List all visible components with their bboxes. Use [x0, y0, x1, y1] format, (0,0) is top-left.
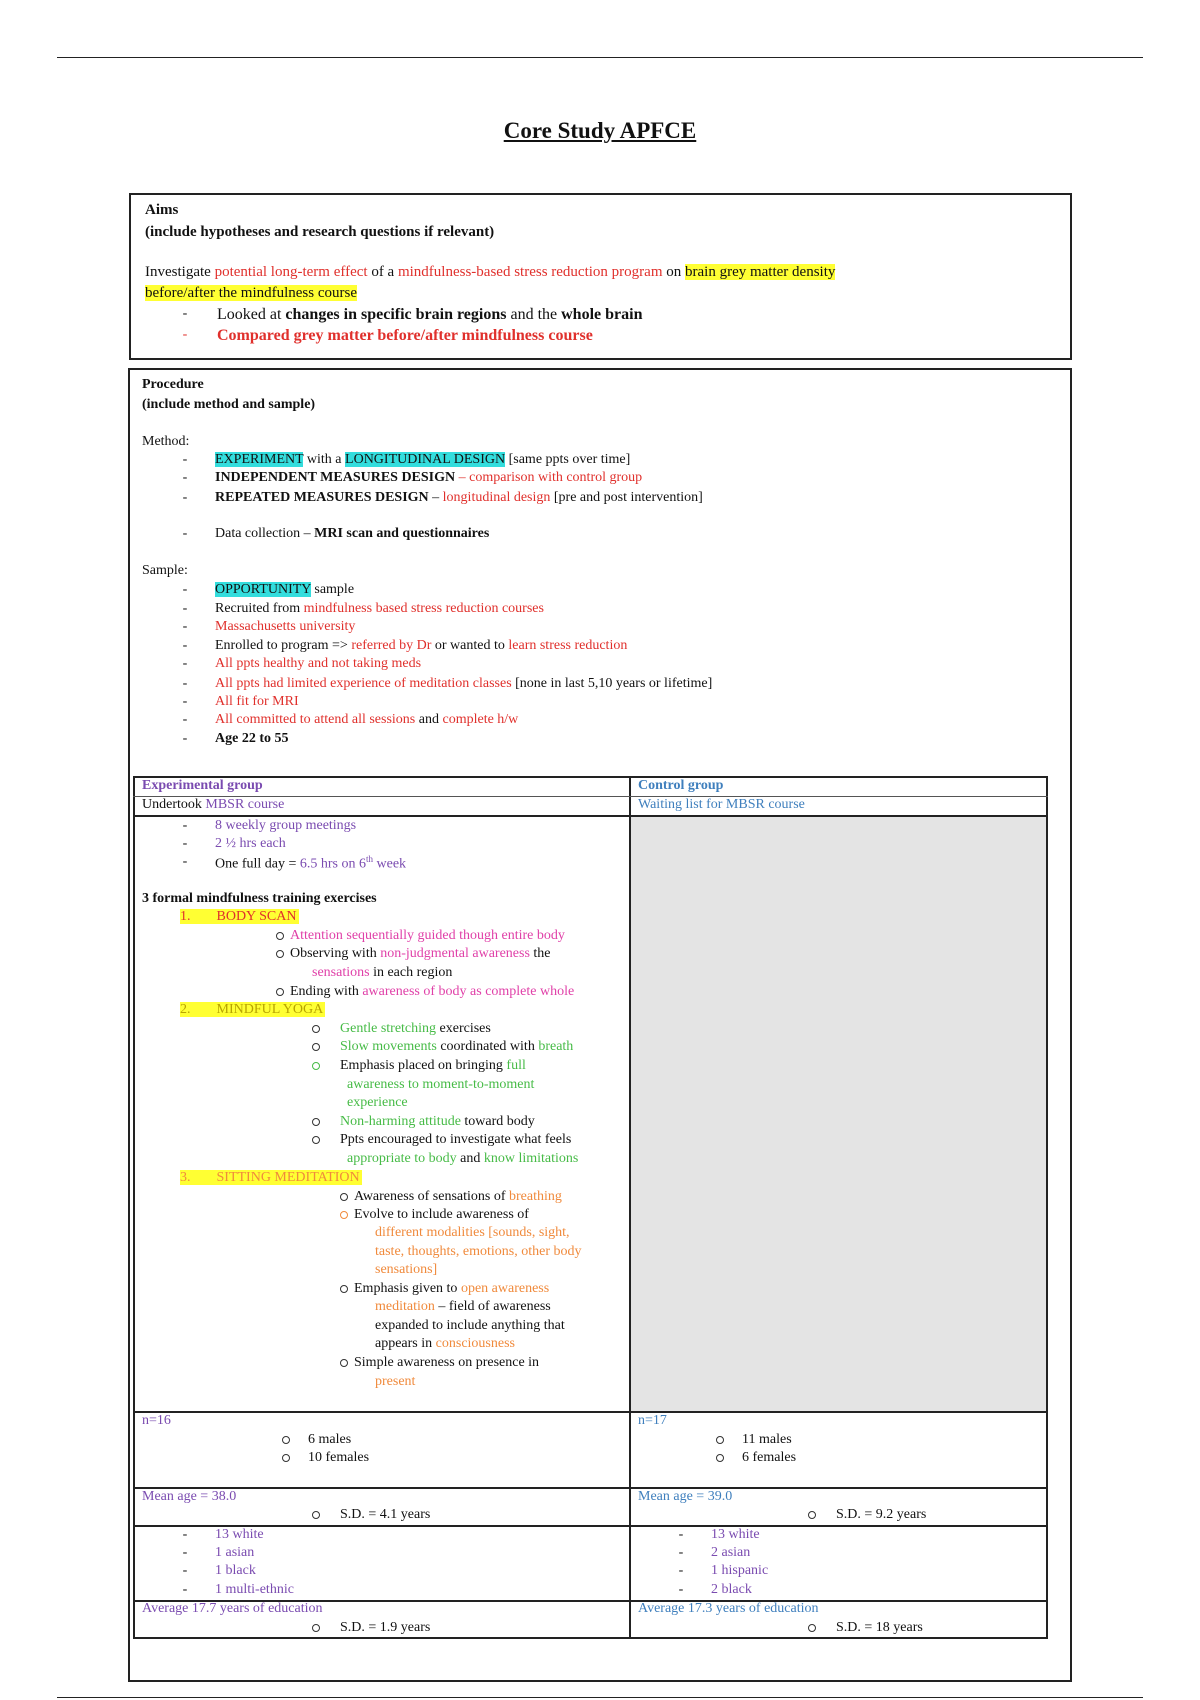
- sample-8: All committed to attend all sessions and complete h/w: [215, 712, 519, 727]
- method-1: EXPERIMENT with a LONGITUDINAL DESIGN [same ppts over time]: [215, 452, 631, 467]
- bullet-dash: -: [182, 526, 188, 541]
- sample-4: Enrolled to program => referred by Dr or wanted to learn stress reduction: [215, 638, 628, 653]
- ctrl-age-sd: S.D. = 9.2 years: [808, 1507, 926, 1523]
- method-3: REPEATED MEASURES DESIGN – longitudinal design [pre and post intervention]: [215, 490, 703, 505]
- bullet-dash: -: [678, 1563, 684, 1578]
- method-2: INDEPENDENT MEASURES DESIGN – comparison with control group: [215, 470, 643, 485]
- bullet-dash: -: [182, 836, 188, 851]
- aims-subheading: (include hypotheses and research questions if relevant): [145, 224, 495, 240]
- sample-7: All fit for MRI: [215, 694, 299, 709]
- table-rule: [133, 776, 1048, 778]
- ctrl-females: 6 females: [716, 1450, 796, 1466]
- ctrl-education-sd: S.D. = 18 years: [808, 1620, 923, 1636]
- bullet-dash: -: [182, 1582, 188, 1597]
- bullet-dash: -: [182, 306, 188, 321]
- sample-3: Massachusetts university: [215, 619, 356, 634]
- body-scan-point-2-cont: sensations in each region: [312, 965, 453, 980]
- meditation-point-4-cont: present: [375, 1374, 416, 1389]
- sample-5: All ppts healthy and not taking meds: [215, 656, 422, 671]
- table-divider: [629, 776, 631, 1639]
- table-rule: [133, 1637, 1048, 1639]
- ctrl-n: n=17: [638, 1413, 667, 1428]
- ctrl-education: Average 17.3 years of education: [638, 1601, 819, 1616]
- aims-heading: Aims: [145, 202, 179, 218]
- exp-detail-2: 2 ½ hrs each: [215, 836, 286, 851]
- body-scan-point-1: Attention sequentially guided though entire body: [276, 928, 565, 944]
- exp-education-sd: S.D. = 1.9 years: [312, 1620, 430, 1636]
- meditation-point-2-cont-3: sensations]: [375, 1262, 438, 1277]
- yoga-point-5-cont: appropriate to body and know limitations: [347, 1151, 579, 1166]
- meditation-point-2-cont: different modalities [sounds, sight,: [375, 1225, 570, 1240]
- ctrl-ethnicity-3: 1 hispanic: [711, 1563, 769, 1578]
- exercise-1-heading: 1. BODY SCAN: [180, 909, 297, 924]
- exp-ethnicity-2: 1 asian: [215, 1545, 255, 1560]
- bullet-dash: -: [182, 731, 188, 746]
- bullet-dash: -: [182, 327, 188, 342]
- method-label: Method:: [142, 434, 190, 449]
- ctrl-group-sub: Waiting list for MBSR course: [638, 797, 805, 812]
- bullet-dash: -: [182, 712, 188, 727]
- exp-mean-age: Mean age = 38.0: [142, 1489, 237, 1504]
- yoga-point-2: Slow movements coordinated with breath: [312, 1039, 573, 1055]
- bullet-dash: -: [182, 1545, 188, 1560]
- sample-6: All ppts had limited experience of meditation classes [none in last 5,10 years or lifetime]: [215, 676, 713, 691]
- table-rule: [133, 815, 1048, 817]
- bullet-dash: -: [182, 656, 188, 671]
- yoga-point-3-cont-2: experience: [347, 1095, 408, 1110]
- bullet-dash: -: [678, 1545, 684, 1560]
- aims-bullet-2: Compared grey matter before/after mindfulness course: [217, 327, 593, 344]
- bullet-dash: -: [182, 638, 188, 653]
- body-scan-point-2: Observing with non-judgmental awareness the: [276, 946, 551, 962]
- ctrl-ethnicity-2: 2 asian: [711, 1545, 751, 1560]
- meditation-point-3: Emphasis given to open awareness: [340, 1281, 549, 1297]
- table-rule: [133, 1487, 1048, 1489]
- yoga-point-1: Gentle stretching exercises: [312, 1021, 491, 1037]
- meditation-point-3-cont-2: expanded to include anything that: [375, 1318, 565, 1333]
- yoga-point-5: Ppts encouraged to investigate what feels: [312, 1132, 571, 1148]
- bullet-dash: -: [182, 470, 188, 485]
- bullet-dash: -: [182, 694, 188, 709]
- exp-group-sub: Undertook MBSR course: [142, 797, 285, 812]
- meditation-point-2: Evolve to include awareness of: [340, 1207, 529, 1223]
- exercise-2-heading: 2. MINDFUL YOGA: [180, 1002, 324, 1017]
- yoga-point-3: Emphasis placed on bringing full: [312, 1058, 526, 1074]
- exp-n: n=16: [142, 1413, 171, 1428]
- sample-1: OPPORTUNITY sample: [215, 582, 355, 597]
- exp-ethnicity-4: 1 multi-ethnic: [215, 1582, 294, 1597]
- bullet-dash: -: [182, 582, 188, 597]
- body-scan-point-3: Ending with awareness of body as complete whole: [276, 984, 574, 1000]
- meditation-point-1: Awareness of sensations of breathing: [340, 1189, 562, 1205]
- procedure-heading: Procedure: [142, 377, 204, 392]
- bullet-dash: -: [182, 676, 188, 691]
- yoga-point-4: Non-harming attitude toward body: [312, 1114, 535, 1130]
- bullet-dash: -: [182, 818, 188, 833]
- exercise-3-heading: 3. SITTING MEDITATION: [180, 1170, 360, 1185]
- aims-line2: before/after the mindfulness course: [145, 285, 357, 301]
- method-4: Data collection – MRI scan and questionnaires: [215, 526, 490, 541]
- sample-label: Sample:: [142, 563, 188, 578]
- table-rule: [133, 1525, 1048, 1527]
- bullet-dash: -: [678, 1582, 684, 1597]
- bullet-dash: -: [182, 601, 188, 616]
- bottom-rule: [57, 1697, 1143, 1698]
- bullet-dash: -: [182, 1527, 188, 1542]
- exp-ethnicity-1: 13 white: [215, 1527, 264, 1542]
- bullet-dash: -: [182, 854, 188, 869]
- exercises-label: 3 formal mindfulness training exercises: [142, 891, 377, 906]
- exp-group-header: Experimental group: [142, 778, 263, 793]
- exp-males: 6 males: [282, 1432, 351, 1448]
- exp-females: 10 females: [282, 1450, 369, 1466]
- ctrl-males: 11 males: [716, 1432, 792, 1448]
- exp-age-sd: S.D. = 4.1 years: [312, 1507, 430, 1523]
- bullet-dash: -: [678, 1527, 684, 1542]
- aims-bullet-1: Looked at changes in specific brain regions and the whole brain: [217, 306, 643, 323]
- meditation-point-3-cont-3: appears in consciousness: [375, 1336, 515, 1351]
- ctrl-ethnicity-1: 13 white: [711, 1527, 760, 1542]
- bullet-dash: -: [182, 452, 188, 467]
- meditation-point-4: Simple awareness on presence in: [340, 1355, 539, 1371]
- sample-2: Recruited from mindfulness based stress reduction courses: [215, 601, 544, 616]
- exp-ethnicity-3: 1 black: [215, 1563, 256, 1578]
- meditation-point-2-cont-2: taste, thoughts, emotions, other body: [375, 1244, 582, 1259]
- top-rule: [57, 57, 1143, 58]
- bullet-dash: -: [182, 1563, 188, 1578]
- bullet-dash: -: [182, 619, 188, 634]
- ctrl-group-header: Control group: [638, 778, 724, 793]
- yoga-point-3-cont: awareness to moment-to-moment: [347, 1077, 535, 1092]
- meditation-point-3-cont: meditation – field of awareness: [375, 1299, 551, 1314]
- sample-9: Age 22 to 55: [215, 731, 289, 746]
- ctrl-ethnicity-4: 2 black: [711, 1582, 752, 1597]
- procedure-subheading: (include method and sample): [142, 397, 316, 412]
- exp-education: Average 17.7 years of education: [142, 1601, 323, 1616]
- exp-detail-1: 8 weekly group meetings: [215, 818, 357, 833]
- table-rule: [133, 1411, 1048, 1413]
- bullet-dash: -: [182, 490, 188, 505]
- aims-line1: Investigate potential long-term effect of a mindfulness-based stress reduction program on brain grey matter density: [145, 264, 836, 280]
- exp-detail-3: One full day = 6.5 hrs on 6th week: [215, 854, 407, 872]
- page-title: Core Study APFCE: [503, 118, 697, 143]
- ctrl-mean-age: Mean age = 39.0: [638, 1489, 733, 1504]
